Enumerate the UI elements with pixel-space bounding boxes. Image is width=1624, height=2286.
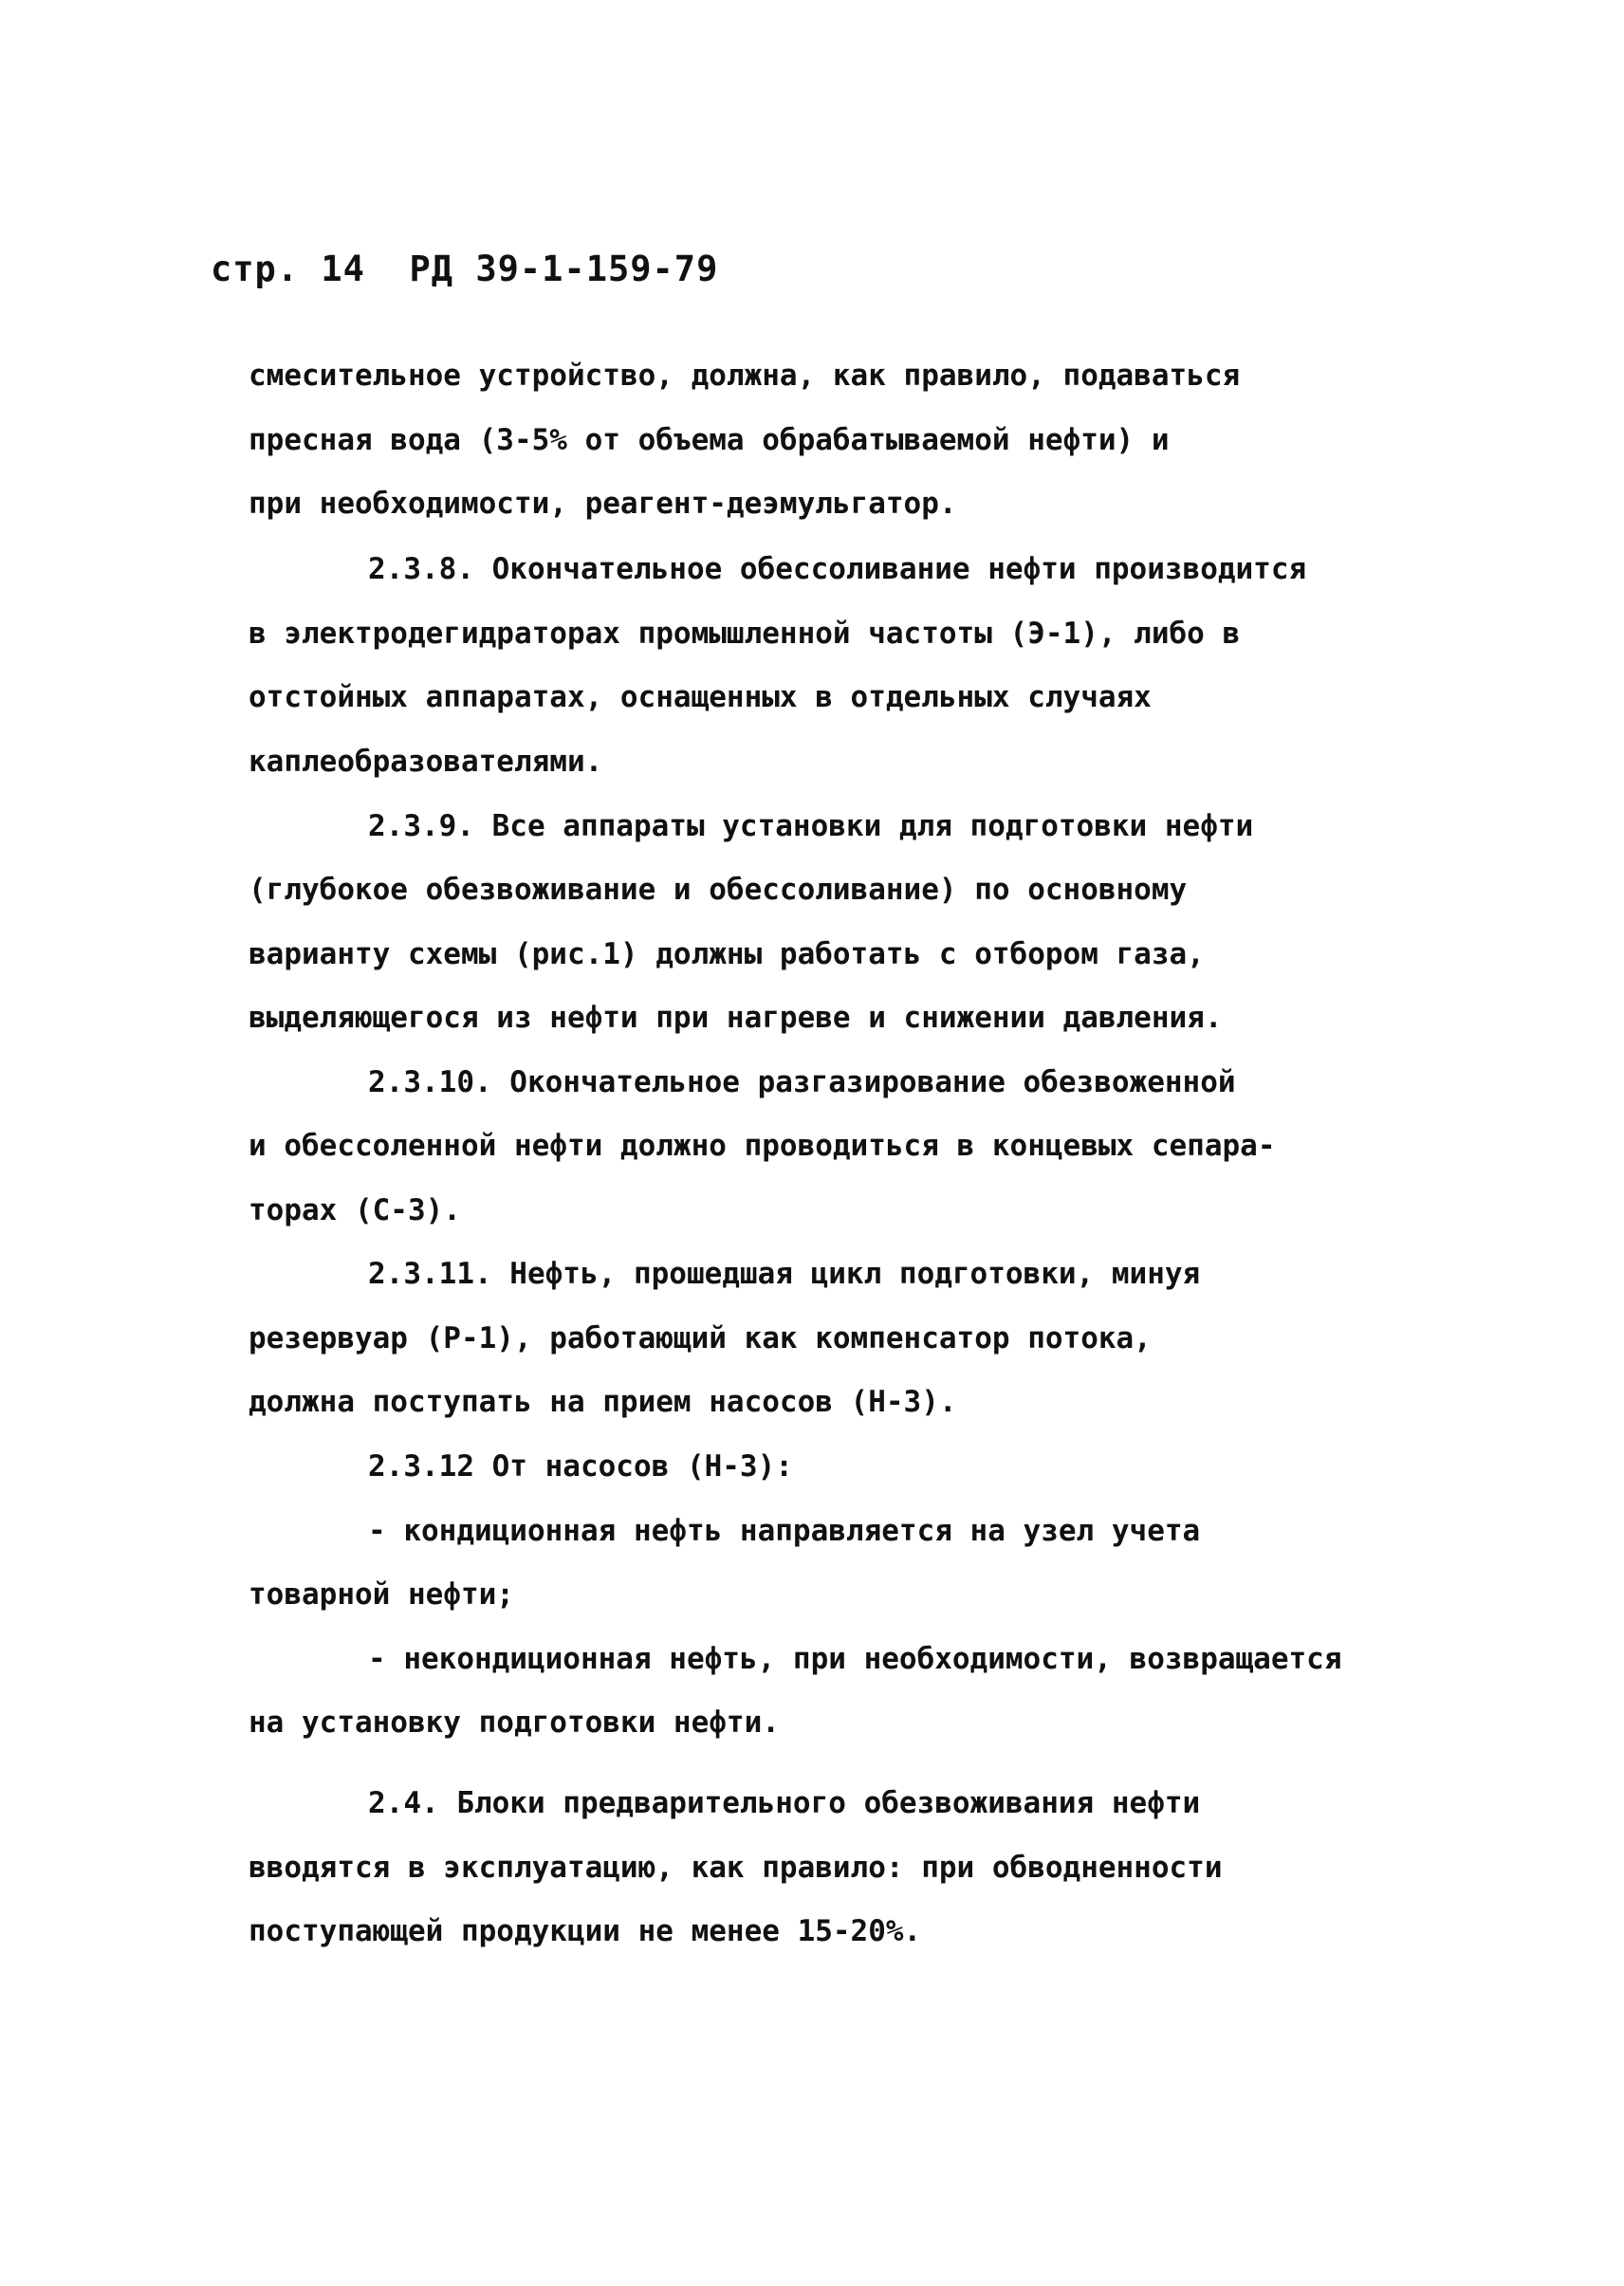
list-item: - некондиционная нефть, при необходимости, возвращается (368, 1642, 1342, 1676)
text-line: на установку подготовки нефти. (249, 1705, 780, 1740)
text-line: (глубокое обезвоживание и обессоливание) по основному (249, 873, 1188, 907)
text-line: смесительное устройство, должна, как правило, подаваться (249, 359, 1241, 393)
text-line: пресная вода (3-5% от объема обрабатываемой нефти) и (249, 423, 1170, 457)
paragraph-2-3-12: 2.3.12 От насосов (Н-3): (368, 1449, 793, 1484)
paragraph-2-4: 2.4. Блоки предварительного обезвоживания нефти (368, 1786, 1201, 1820)
paragraph-2-3-8: 2.3.8. Окончательное обессоливание нефти производится (368, 552, 1307, 586)
paragraph-2-3-11: 2.3.11. Нефть, прошедшая цикл подготовки, минуя (368, 1257, 1201, 1291)
paragraph-2-3-10: 2.3.10. Окончательное разгазирование обезвоженной (368, 1065, 1236, 1099)
text-line: и обессоленной нефти должно проводиться в концевых сепара- (249, 1129, 1276, 1163)
text-line: резервуар (Р-1), работающий как компенсатор потока, (249, 1321, 1152, 1355)
text-line: каплеобразователями. (249, 745, 603, 779)
list-item: - кондиционная нефть направляется на узел учета (368, 1514, 1201, 1548)
paragraph-2-3-9: 2.3.9. Все аппараты установки для подготовки нефти (368, 809, 1254, 843)
text-line: торах (С-3). (249, 1193, 461, 1227)
page-header (211, 249, 718, 289)
document-code: РД 39-1-159-79 (409, 249, 719, 289)
text-line: варианту схемы (рис.1) должны работать с отбором газа, (249, 937, 1205, 971)
text-line: товарной нефти; (249, 1577, 514, 1612)
text-line: должна поступать на прием насосов (Н-3). (249, 1385, 957, 1419)
page-number: стр. 14 (211, 249, 365, 289)
text-line: отстойных аппаратах, оснащенных в отдельных случаях (249, 680, 1152, 714)
text-line: в электродегидраторах промышленной частоты (Э-1), либо в (249, 617, 1241, 651)
text-line: при необходимости, реагент-деэмульгатор. (249, 487, 957, 521)
text-line: поступающей продукции не менее 15-20%. (249, 1914, 922, 1948)
text-line: вводятся в эксплуатацию, как правило: при обводненности (249, 1851, 1223, 1885)
text-line: выделяющегося из нефти при нагреве и снижении давления. (249, 1001, 1223, 1035)
